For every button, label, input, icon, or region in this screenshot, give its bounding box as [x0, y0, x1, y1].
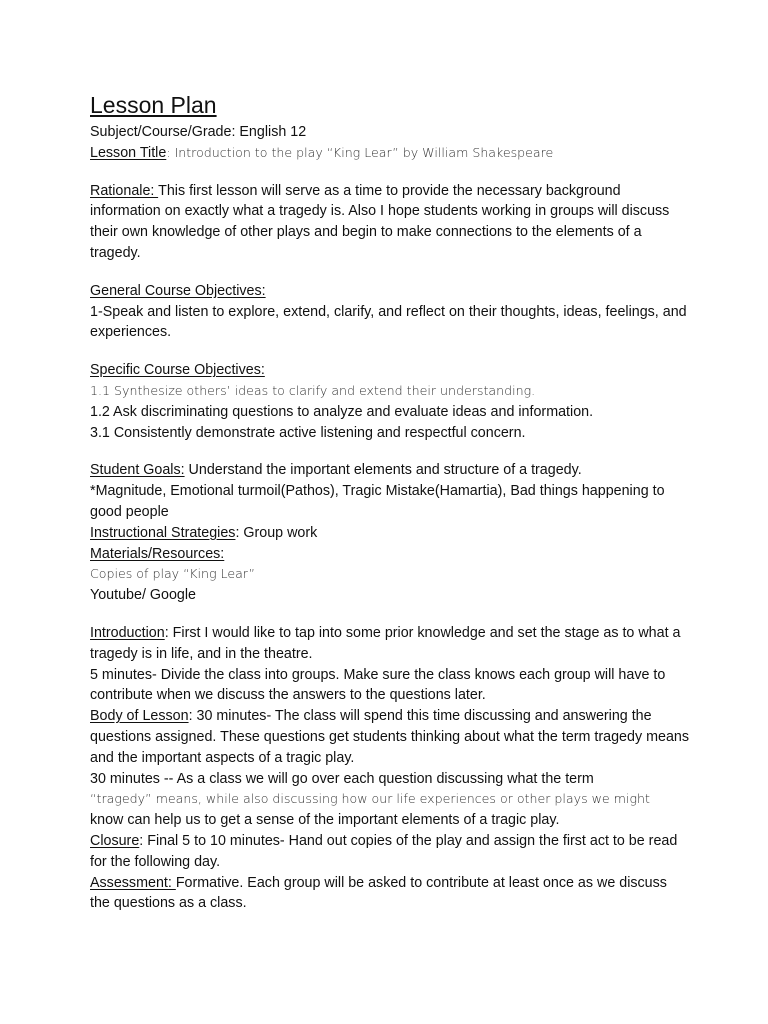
- general-objectives-label: General Course Objectives:: [90, 282, 266, 299]
- closure-text: : Final 5 to 10 minutes- Hand out copies of the play and assign the first act to be read for the following day.: [90, 832, 678, 870]
- student-goals-detail: *Magnitude, Emotional turmoil(Pathos), Tragic Mistake(Hamartia), Bad things happening to good people: [90, 483, 665, 520]
- student-goals-text: Understand the important elements and structure of a tragedy.: [184, 462, 582, 479]
- assessment-label: Assessment:: [90, 874, 176, 891]
- specific-objective-item: 1.2 Ask discriminating questions to analyze and evaluate ideas and information.: [90, 403, 594, 420]
- subject-line: Subject/Course/Grade: English 12: [90, 124, 307, 140]
- lesson-title-line: [90, 143, 690, 164]
- specific-objectives-label: Specific Course Objectives:: [90, 362, 265, 379]
- student-goals-label: Student Goals:: [90, 462, 185, 479]
- rationale-paragraph: [90, 181, 690, 264]
- rationale-label: Rationale:: [90, 182, 159, 199]
- materials-label: Materials/Resources:: [90, 545, 225, 562]
- thirty-minutes-line-3: know can help us to get a sense of the important elements of a tragic play.: [90, 812, 560, 829]
- rationale-text: This first lesson will serve as a time to provide the necessary background information on exactly what a tragedy is. Also I hope students working in groups will discuss their own knowledge of other plays and begin to make connections to the elements of a tragedy.: [90, 182, 670, 261]
- materials-item: Copies of play “King Lear”: [90, 566, 256, 582]
- five-minutes-paragraph: 5 minutes- Divide the class into groups. Make sure the class knows each group will have to contribute when we discuss the answers to the questions later.: [90, 666, 666, 704]
- lesson-title-text: : Introduction to the play “King Lear” by William Shakespeare: [166, 144, 554, 160]
- closure-paragraph: [90, 831, 690, 873]
- student-goals-line: [90, 460, 690, 481]
- strategies-label: Instructional Strategies: [90, 524, 236, 541]
- thirty-minutes-line-2: “tragedy” means, while also discussing how our life experiences or other plays we might: [90, 791, 650, 807]
- assessment-text: Formative. Each group will be asked to contribute at least once as we discuss the questions as a class.: [90, 874, 667, 912]
- thirty-minutes-line-1: 30 minutes -- As a class we will go over each question discussing what the term: [90, 770, 594, 787]
- body-label: Body of Lesson: [90, 708, 189, 725]
- materials-item: Youtube/ Google: [90, 587, 196, 604]
- lesson-title-label: Lesson Title: [90, 144, 167, 161]
- closure-label: Closure: [90, 832, 140, 849]
- specific-objective-item: 3.1 Consistently demonstrate active listening and respectful concern.: [90, 424, 526, 441]
- strategies-line: [90, 523, 690, 544]
- introduction-label: Introduction: [90, 624, 165, 641]
- specific-objective-item: 1.1 Synthesize others’ ideas to clarify and extend their understanding.: [90, 382, 536, 398]
- body-paragraph: [90, 706, 690, 768]
- assessment-paragraph: [90, 873, 690, 915]
- general-objectives-text: 1-Speak and listen to explore, extend, clarify, and reflect on their thoughts, ideas, feelings, and experiences.: [90, 303, 687, 341]
- body-text: : 30 minutes- The class will spend this time discussing and answering the questions assigned. These questions get students thinking about what the term tragedy means and the important aspects of a tragic play.: [90, 708, 689, 766]
- strategies-text: : Group work: [235, 524, 318, 541]
- introduction-paragraph: [90, 623, 690, 665]
- page-title: Lesson Plan: [90, 92, 217, 118]
- lesson-plan-page: [90, 88, 690, 914]
- introduction-text: : First I would like to tap into some prior knowledge and set the stage as to what a tragedy is in life, and in the theatre.: [90, 624, 681, 662]
